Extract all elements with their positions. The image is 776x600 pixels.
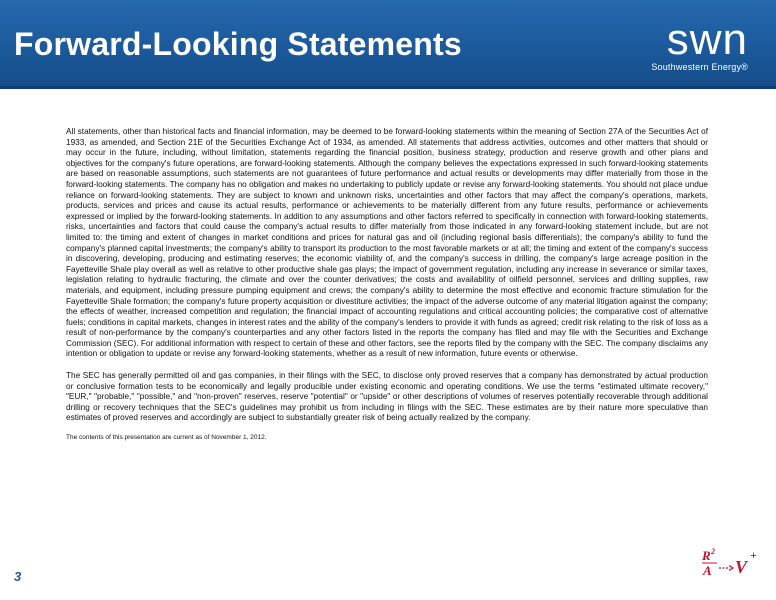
svg-text:R: R [702,548,711,563]
logo-tagline: Southwestern Energy® [651,62,748,72]
svg-text:2: 2 [711,547,715,556]
page-number: 3 [14,569,22,584]
header-banner [0,0,776,86]
disclaimer-paragraph: The SEC has generally permitted oil and gas companies, in their filings with the SEC, to disclose only proved reserves that a company has demonstrated by actual production or conclusive formation tests to be economically and legally producible under existing economic and operating conditions. We use the terms "estimated ultimate recovery," "EUR," "probable," "possible," and "non-proven" reserves, reserve "potential" or "upside" or other descriptions of volumes of reserves potentially recoverable through additional drilling or recovery techniques that the SEC's guidelines may prohibit us from including in filings with the SEC. These estimates are by their nature more speculative than estimates of proved reserves and accordingly are subject to substantially greater risk of being actually realized by the company. [66,371,708,423]
disclaimer-body [66,127,708,453]
company-logo [651,15,748,72]
currency-footnote: The contents of this presentation are current as of November 1, 2012. [66,434,267,442]
r2av-brand-mark-icon [700,546,764,580]
logo-wordmark: swn [666,15,748,64]
header-divider [0,86,776,89]
disclaimer-paragraph: All statements, other than historical facts and financial information, may be deemed to be forward-looking statements within the meaning of Section 27A of the Securities Act of 1933, as amended, and Section 21E of the Securities Exchange Act of 1934, as amended. All statements that address activities, outcomes and other matters that should or may occur in the future, including, without limitation, statements regarding the financial position, business strategy, production and reserve growth and other plans and objectives for the company's future operations, are forward-looking statements. Although the company believes the expectations expressed in such forward-looking statements are based on reasonable assumptions, such statements are not guarantees of future performance and actual results or developments may differ materially from those in the forward-looking statements. The company has no obligation and makes no undertaking to publicly update or revise any forward-looking statements. You should not place undue reliance on forward-looking statements. They are subject to known and unknown risks, uncertainties and other factors that may affect the company's operations, markets, products, services and prices and cause its actual results, performance or achievements to be materially different from any future results, performance or achievements expressed or implied by the forward-looking statements. In addition to any assumptions and other factors referred to specifically in connection with forward-looking statements, risks, uncertainties and factors that could cause the company's actual results to differ materially from those indicated in any forward-looking statement include, but are not limited to: the timing and extent of changes in market conditions and prices for natural gas and oil (including regional basis differentials); the company's ability to fund the company's planned capital investments; the company's ability to transport its production to the most favorable markets or at all; the timing and extent of the company's success in discovering, developing, producing and estimating reserves; the economic viability of, and the company's success in drilling, the company's large acreage position in the Fayetteville Shale play overall as well as relative to other productive shale gas plays; the impact of government regulation, including any increase in severance or similar taxes, legislation relating to hydraulic fracturing, the climate and over the counter derivatives; the costs and availability of oilfield personnel, services and drilling supplies, raw materials, and equipment, including pressure pumping equipment and crews; the company's ability to determine the most effective and economic fracture stimulation for the Fayetteville Shale formation; the company's future property acquisition or divestiture activities; the impact of the adverse outcome of any material litigation against the company; the effects of weather, increased competition and regulation; the financial impact of accounting regulations and critical accounting policies; the comparative cost of alternative fuels; conditions in capital markets, changes in interest rates and the ability of the company's lenders to provide it with funds as agreed; credit risk relating to the risk of loss as a result of non-performance by the company's counterparties and any other factors listed in the reports the company has filed and may file with the Securities and Exchange Commission (SEC). For additional information with respect to certain of these and other factors, see the reports filed by the company with the SEC. The company disclaims any intention or obligation to update or revise any forward-looking statements, whether as a result of new information, future events or otherwise. [66,127,708,359]
svg-text:V: V [735,557,748,577]
svg-text:A: A [703,563,712,578]
page-title: Forward-Looking Statements [14,26,462,62]
svg-text:+: + [750,548,757,562]
